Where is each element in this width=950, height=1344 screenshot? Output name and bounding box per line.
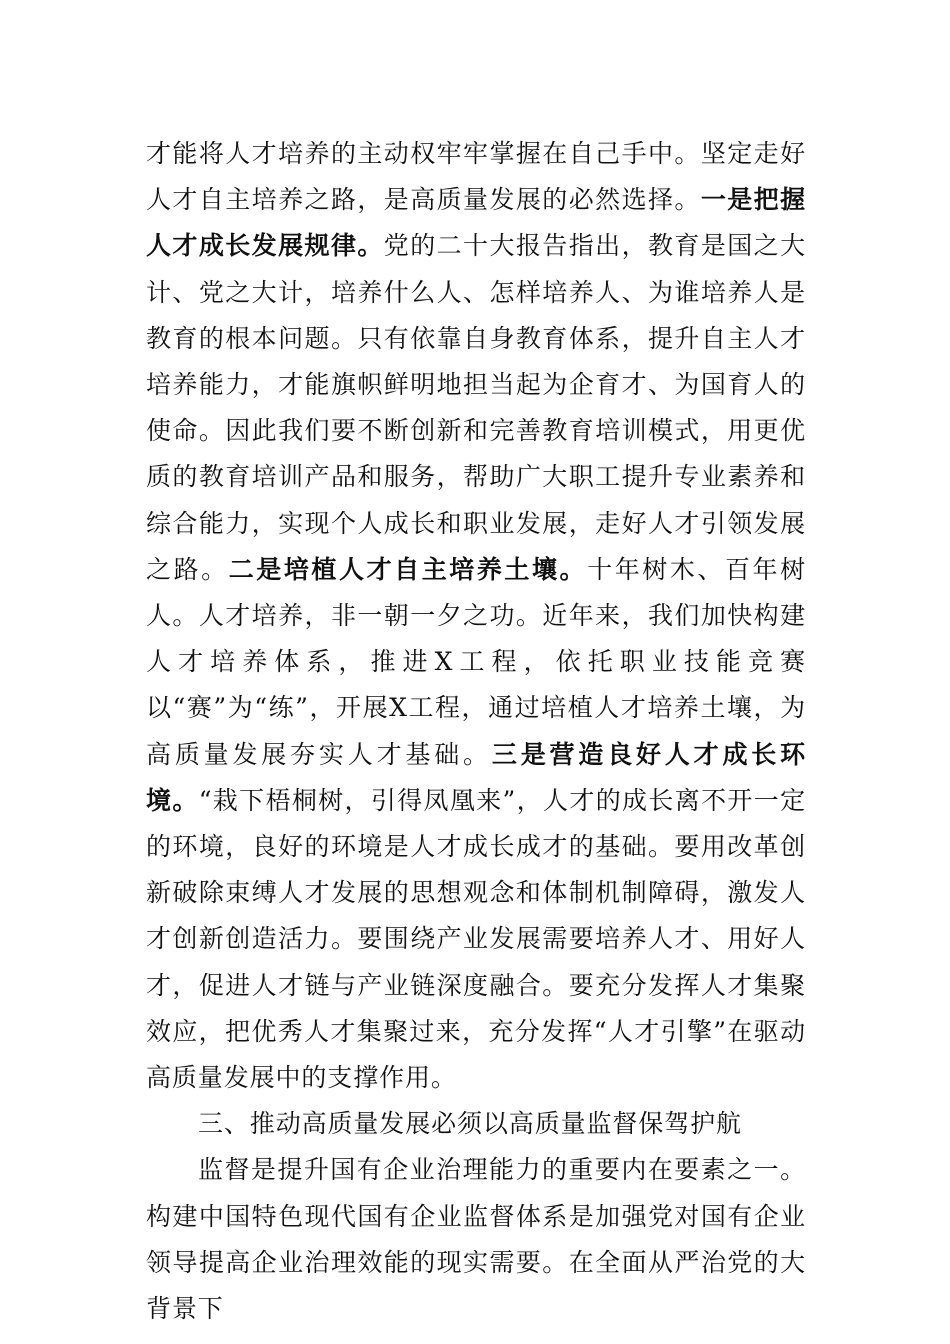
paragraph-supervision: 监督是提升国有企业治理能力的重要内在要素之一。构建中国特色现代国有企业监督体系是加强党对国有企业领导提高企业治理效能的现实需要。在全面从严治党的大背景下 [146, 1155, 806, 1324]
paragraph-text: 才能将人才培养的主动权牢牢掌握在自己手中。坚定走好人才自主培养之路，是高质量发展的必然选择。 [146, 139, 806, 215]
paragraph-talent-cultivation [146, 131, 806, 1101]
paragraph-text: “栽下梧桐树，引得凤凰来”，人才的成长离不开一定的环境，良好的环境是人才成长成才的基础。要用改革创新破除束缚人才发展的思想观念和体制机制障碍，激发人才创新创造活力。要围绕产业发展需要培养人才、用好人才，促进人才链与产业链深度融合。要充分发挥人才集聚效应，把优秀人才集聚过来，充分发挥“人才引擎”在驱动高质量发展中的支撑作用。 [146, 785, 806, 1093]
paragraph-text: 党的二十大报告指出，教育是国之大计、党之大计，培养什么人、怎样培养人、为谁培养人是教育的根本问题。只有依靠自身教育体系，提升自主人才培养能力，才能旗帜鲜明地担当起为企育才、为国育人的使命。因此我们要不断创新和完善教育培训模式，用更优质的教育培训产品和服务，帮助广大职工提升专业素养和综合能力，实现个人成长和职业发展，走好人才引领发展之路。 [146, 231, 807, 584]
bold-point-three: 三是营造良好人才成长环境。 [146, 739, 806, 815]
bold-point-two: 二是培植人才自主培养土壤。 [228, 554, 588, 584]
document-body [146, 131, 806, 1332]
section-heading-three: 三、推动高质量发展必须以高质量监督保驾护航 [198, 1109, 742, 1139]
paragraph-text: 十年树木、百年树人。人才培养，非一朝一夕之功。近年来，我们加快构建人才培养体系，推进X工程，依托职业技能竞赛以“赛”为“练”，开展X工程，通过培植人才培养土壤，为高质量发展夯实人才基础。 [146, 554, 807, 769]
bold-point-one: 一是把握人才成长发展规律。 [146, 185, 806, 261]
